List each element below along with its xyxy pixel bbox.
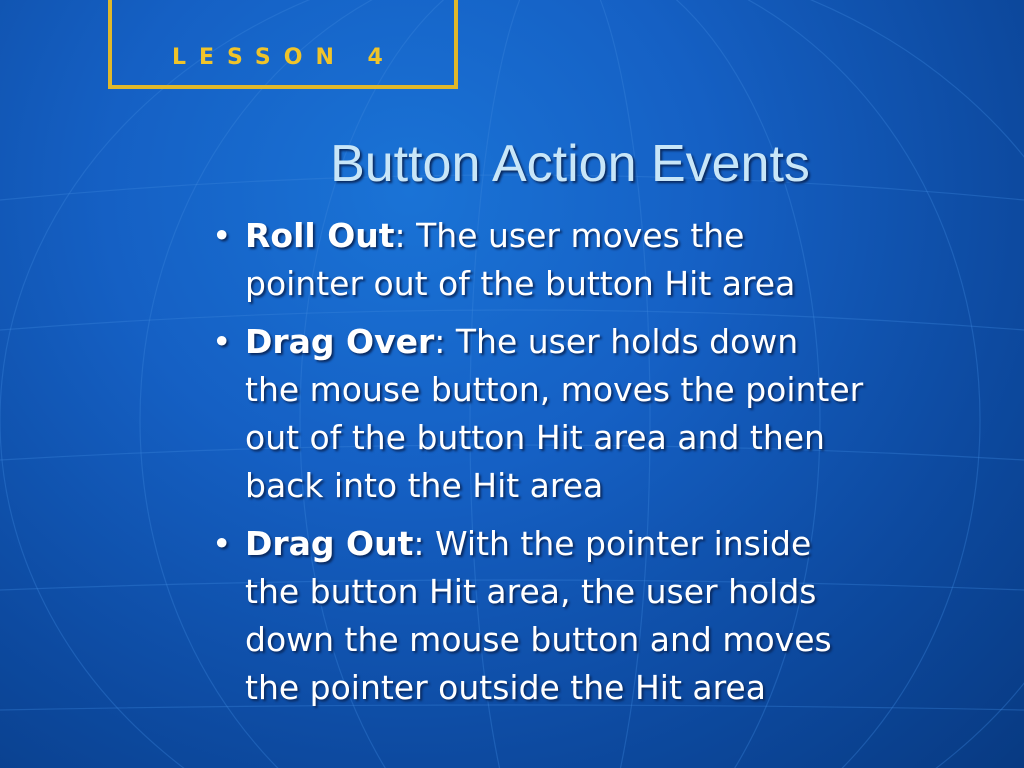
bullet-text-line: The user moves the [405,216,745,255]
bullet-marker: • [212,524,232,563]
bullet-text-line: back into the Hit area [245,466,604,505]
bullet-text-line: down the mouse button and moves [245,620,832,659]
bullet-text-line: With the pointer inside [424,524,812,563]
bullet-list [212,212,1012,722]
bullet-text-line: out of the button Hit area and then [245,418,825,457]
bullet-term: Drag Out [245,524,414,563]
bullet-term: Drag Over [245,322,435,361]
bullet-text-line: the button Hit area, the user holds [245,572,817,611]
slide-title: Button Action Events [330,135,810,193]
bullet-separator: : [413,524,425,563]
bullet-marker: • [212,216,232,255]
bullet-term: Roll Out [245,216,395,255]
bullet-item-drag-out [212,520,1012,712]
bullet-text-line: The user holds down [445,322,799,361]
bullet-marker: • [212,322,232,361]
bullet-item-roll-out [212,212,1012,308]
bullet-separator: : [394,216,406,255]
bullet-text-line: the pointer outside the Hit area [245,668,766,707]
bullet-text-line: the mouse button, moves the pointer [245,370,864,409]
bullet-separator: : [434,322,446,361]
bullet-text-line: pointer out of the button Hit area [245,264,796,303]
bullet-item-drag-over [212,318,1012,510]
lesson-label: LESSON 4 [172,45,396,70]
